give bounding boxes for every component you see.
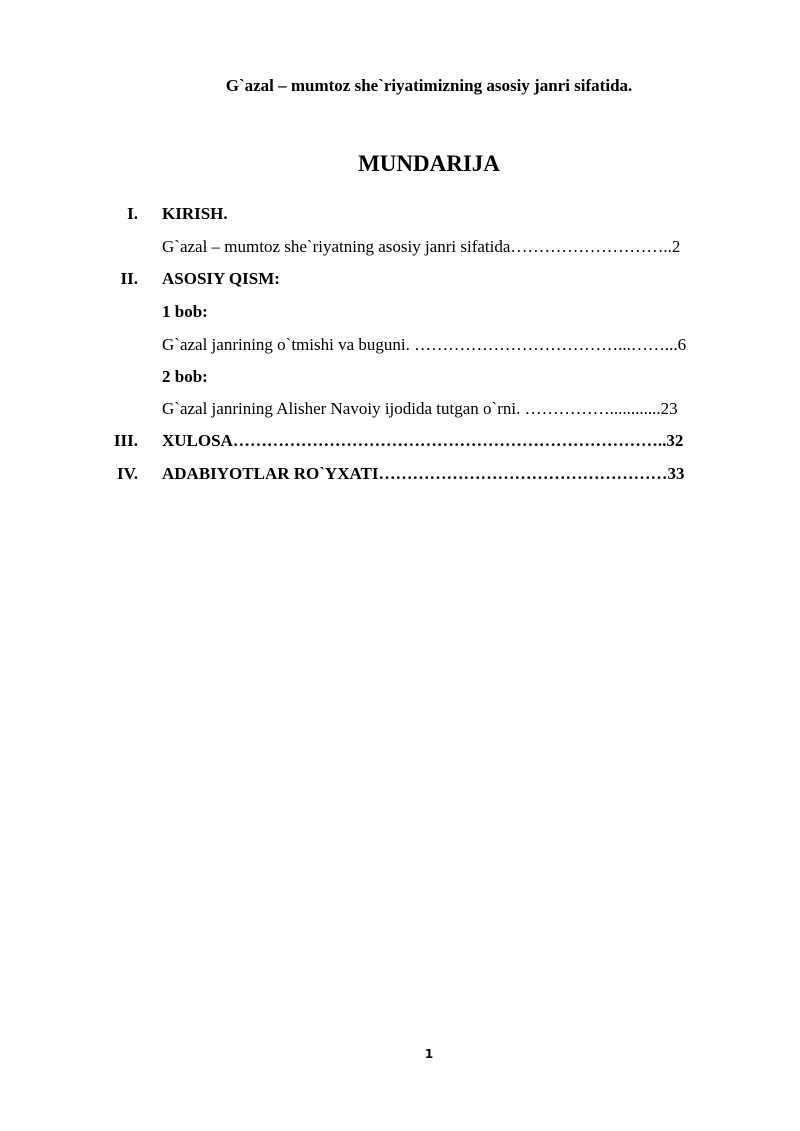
section-1-numeral: I. xyxy=(127,204,138,223)
section-4-numeral: IV. xyxy=(117,464,138,483)
section-1-entry: G`azal – mumtoz she`riyatning asosiy janri sifatida………………………..2 xyxy=(162,237,681,256)
page-number: 1 xyxy=(424,1047,434,1061)
section-2-numeral: II. xyxy=(120,269,138,288)
chapter-1-label: 1 bob: xyxy=(162,302,208,321)
section-1-label: KIRISH. xyxy=(162,204,228,223)
section-2-label: ASOSIY QISM: xyxy=(162,269,280,288)
section-3-numeral: III. xyxy=(113,431,138,450)
toc-heading: MUNDARIJA xyxy=(358,151,500,176)
chapter-1-entry: G`azal janrining o`tmishi va buguni. ………………………………...……...6 xyxy=(162,335,687,354)
section-4-entry: ADABIYOTLAR RO`YXATI……………………………………………33 xyxy=(162,464,685,483)
chapter-2-entry: G`azal janrining Alisher Navoiy ijodida tutgan o`rni. ……………............23 xyxy=(162,399,678,418)
document-title: G`azal – mumtoz she`riyatimizning asosiy janri sifatida. xyxy=(225,76,633,95)
section-3-entry: XULOSA…………………………………………………………………..32 xyxy=(162,431,684,450)
chapter-2-label: 2 bob: xyxy=(162,367,208,386)
